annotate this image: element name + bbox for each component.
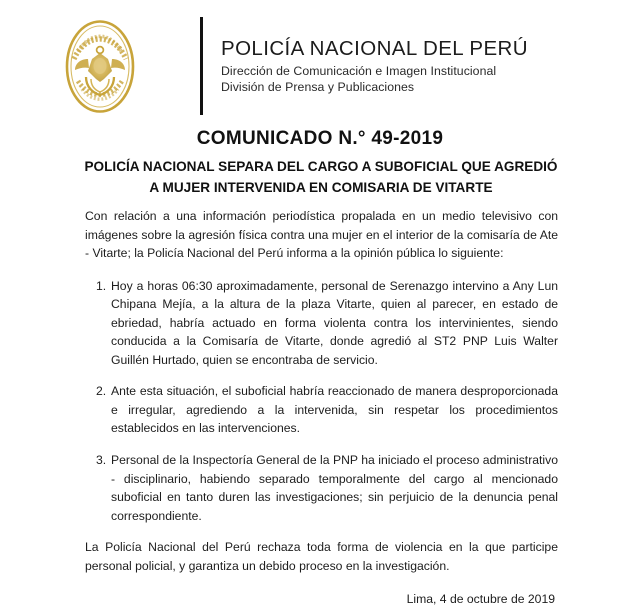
list-item [85, 277, 558, 370]
intro-paragraph: Con relación a una información periodística propalada en un medio televisivo con imágenes sobre la agresión física contra una mujer en el interior de la comisaría de Ate - Vitarte; la Policía Nacional del Perú informa a la opinión pública lo siguiente: [85, 209, 558, 261]
list-item-number: 2. [96, 384, 107, 399]
organization-name: POLICÍA NACIONAL DEL PERÚ [221, 36, 528, 60]
numbered-item-list [85, 277, 558, 526]
emblem-container [0, 19, 200, 114]
list-item [85, 382, 558, 438]
comunicado-number: COMUNICADO N.° 49-2019 [196, 128, 444, 149]
list-item-text: Personal de la Inspectoría General de la PNP ha iniciado el proceso administrativo - disciplinario, habiendo separado temporalmente del cargo al mencionado suboficial en tanto duren las investigaciones; sin perjuicio de la denuncia penal correspondiente. [111, 453, 558, 523]
organization-subtitle-2: División de Prensa y Publicaciones [221, 79, 415, 94]
document-headline: POLICÍA NACIONAL SEPARA DEL CARGO A SUBOFICIAL QUE AGREDIÓ A MUJER INTERVENIDA EN COMISARIA DE VITARTE [84, 159, 558, 196]
list-item [85, 451, 558, 525]
date-line: Lima, 4 de octubre de 2019 [406, 592, 555, 606]
document-header [0, 14, 640, 118]
list-item-text: Ante esta situación, el suboficial habría reaccionado de manera desproporcionada e irregular, agrediendo a la intervenida, sin respetar los procedimientos establecidos en las intervenciones. [111, 384, 558, 436]
document-body [85, 207, 558, 606]
closing-paragraph: La Policía Nacional del Perú rechaza toda forma de violencia en la que participe personal policial, y garantiza un debido proceso en la investigación. [85, 540, 558, 573]
organization-subtitle-1: Dirección de Comunicación e Imagen Institucional [221, 64, 497, 79]
list-item-number: 3. [96, 453, 107, 468]
peru-national-police-crest-icon [64, 19, 136, 114]
list-item-number: 1. [96, 278, 107, 293]
list-item-text: Hoy a horas 06:30 aproximadamente, personal de Serenazgo intervino a Any Lun Chipana Mejía, a la altura de la plaza Vitarte, quien al parecer, en estado de ebriedad, habría actuado en forma violenta contra los intervinientes, siendo conducida a la Comisaría de Vitarte, donde agredió al ST2 PNP Luis Walter Guillén Hurtado, quien se encontraba de servicio. [111, 278, 558, 367]
header-text-block [203, 36, 528, 94]
